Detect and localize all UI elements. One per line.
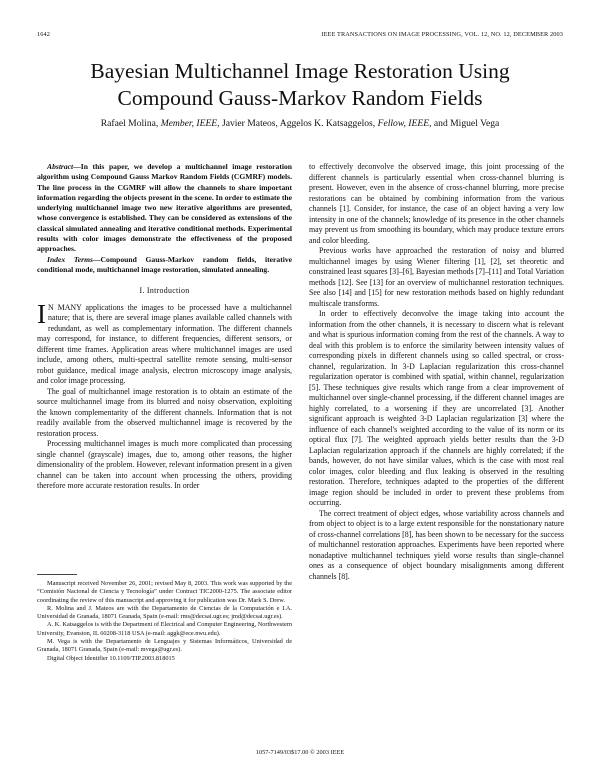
drop-cap: I	[37, 298, 46, 329]
footnote-doi: Digital Object Identifier 10.1109/TIP.2003.818015	[47, 654, 175, 662]
paper-title	[30, 58, 570, 112]
abstract-text: —In this paper, we develop a multichannel image restoration algorithm using Compound Gauss Markov Random Fields (CGMRF) models. The line process in the CGMRF will allow the channels to share important information regarding the objects present in the scene. In order to estimate the underlying multichannel image two new iterative algorithms are presented, whose convergence is established. They can be considered as extensions of the classical simulated annealing and iterative conditional methods. Experimental results with color images demonstrate the effectiveness of the proposed approaches.	[37, 162, 292, 254]
index-terms	[37, 255, 292, 276]
index-terms-text: —Compound Gauss-Markov random fields, iterative conditional mode, multichannel image restoration, simulated annealing.	[37, 254, 292, 274]
footnote-rule	[37, 574, 77, 575]
section-heading-introduction: I. Introduction	[139, 286, 190, 296]
footnote-katsaggelos: A. K. Katsaggelos is with the Department of Electrical and Computer Engineering, Northwestern University, Evanston, IL 60208-3118 USA (e-mail: aggk@ece.nwu.edu).	[37, 621, 292, 637]
title-line-1: Bayesian Multichannel Image Restoration Using	[90, 59, 510, 83]
right-paragraph-2: Previous works have approached the restoration of noisy and blurred multichannel images by using Wiener filtering [1], [2], set theoretic and constrained least squares [3]–[6], Bayesian methods [7]–[11] and Total Variation methods [12]. See [13] for an overview of multichannel restoration techniques. See also [14] and [15] for new restoration methods based on highly redundant multiscale transforms.	[309, 246, 564, 308]
right-paragraph-4: The correct treatment of object edges, whose variability across channels and from object to object is to a large extent responsible for the nonstationary nature of cross-channel correlations [8], has been shown to be necessary for the success of multichannel restoration approaches. Experiments have been reported where nonadaptive multichannel techniques yield worse results than single-channel ones as a consequence of object boundary misalignments among different channels [8].	[309, 508, 564, 581]
abstract	[37, 162, 292, 255]
author-1-role: Member, IEEE	[160, 118, 218, 129]
author-4: , and Miguel Vega	[429, 118, 500, 129]
intro-paragraph-2: The goal of multichannel image restoration is to obtain an estimate of the source multichannel image from its blurred and noisy observation, exploiting the known complementarity of the different channels. Information that is not readily available from the observed multichannel image is recovered by the restoration process.	[37, 386, 292, 438]
intro-paragraph-1	[37, 298, 292, 387]
title-line-2: Compound Gauss-Markov Random Fields	[117, 86, 483, 110]
abstract-lead: Abstract	[47, 162, 74, 171]
copyright-footer: 1057-7149/03$17.00 © 2003 IEEE	[255, 749, 345, 756]
author-list	[30, 118, 570, 129]
footnote-molina-mateos: R. Molina and J. Mateos are with the Departamento de Ciencias de la Computación e I.A. Universidad de Granada, 18071 Granada, Spain (e-mail: rms@decsai.ugr.es; jmd@decsai.ugr.es).	[37, 604, 292, 621]
journal-header: IEEE TRANSACTIONS ON IMAGE PROCESSING, VOL. 12, NO. 12, DECEMBER 2003	[321, 31, 563, 38]
author-3-role: Fellow, IEEE	[377, 118, 430, 129]
right-column	[309, 162, 564, 582]
right-paragraph-1: to effectively deconvolve the observed image, this joint processing of the different channels is particularly essential when cross-channel blurring is present. However, even in the absence of cross-channel blurring, more precise restorations can be obtained by combining information from the various channels [1]. Consider, for instance, the case of an object having a very low intensity in one of the channels; knowledge of its presence in the other channels may prevent us from smoothing its boundary, which may produce texture errors and color bleeding.	[309, 162, 564, 245]
footnotes	[37, 580, 292, 663]
footnote-manuscript: Manuscript received November 26, 2001; revised May 8, 2003. This work was supported by the “Comisión Nacional de Ciencia y Tecnología” under Contract TIC2000-1275. The associate editor coordinating the review of this manuscript and approving it for publication was Dr. Mark S. Drew.	[37, 580, 292, 604]
intro-paragraph-1-text: N MANY applications the images to be processed have a multichannel nature; that is, there are several image planes available called channels with redundant, as well as complementary information. The different channels may correspond, for instance, to different frequencies, different sensors, or different time frames. Application areas where multichannel images are used include, among others, multi-spectral satellite remote sensing, multi-sensor robot guidance, medical image analysis, electron microscopy image analysis, and color image processing.	[37, 302, 292, 386]
author-2-3: , Javier Mateos, Aggelos K. Katsaggelos,	[217, 118, 378, 129]
right-paragraph-3: In order to effectively deconvolve the image taking into account the information from the other channels, it is necessary to discern what is relevant and what is spurious information coming from the rest of the channels. A way to deal with this problem is to enforce the similarity between intensity values of corresponding pixels in different channels using so called spectral, or cross-channel, regularization. In 3-D Laplacian regularization this cross-channel regularization operator is combined with spatial, within channel, regularization [5]. These techniques give results which range from a clear improvement of multichannel over single-channel processing, if the different channel images are highly correlated, to a worsening if they are uncorrelated [3]. Another significant approach is weighted 3-D Laplacian regularization [3] where the influence of each channel's weighted according to the value of its norm or its optical flux [7]. The weighted approach yields better results than the 3-D Laplacian regularization approach if the channels are highly correlated; if the bands, however, do not have similar values, which is the case with most real color images, color bleeding and flux leaking is observed in the resulting restoration. Therefore, techniques adapted to the properties of the different image region should be included in order to prevent these problems from occurring.	[309, 309, 564, 507]
left-column	[37, 162, 292, 492]
intro-paragraph-3: Processing multichannel images is much more complicated than processing single channel (grayscale) images, due to, among other reasons, the higher dimensionality of the problem. However, relevant information present in a given channel can be taken into account when processing the others, providing therefore more accurate restoration results. In order	[37, 439, 292, 491]
footnote-vega: M. Vega is with the Departamento de Lenguajes y Sistemas Informáticos, Universidad de Granada, 18071 Granada, Spain (e-mail: mvega@ugr.es).	[37, 638, 292, 654]
page-number: 1642	[37, 31, 50, 38]
author-1: Rafael Molina,	[100, 118, 161, 129]
index-terms-lead: Index Terms	[47, 254, 93, 264]
